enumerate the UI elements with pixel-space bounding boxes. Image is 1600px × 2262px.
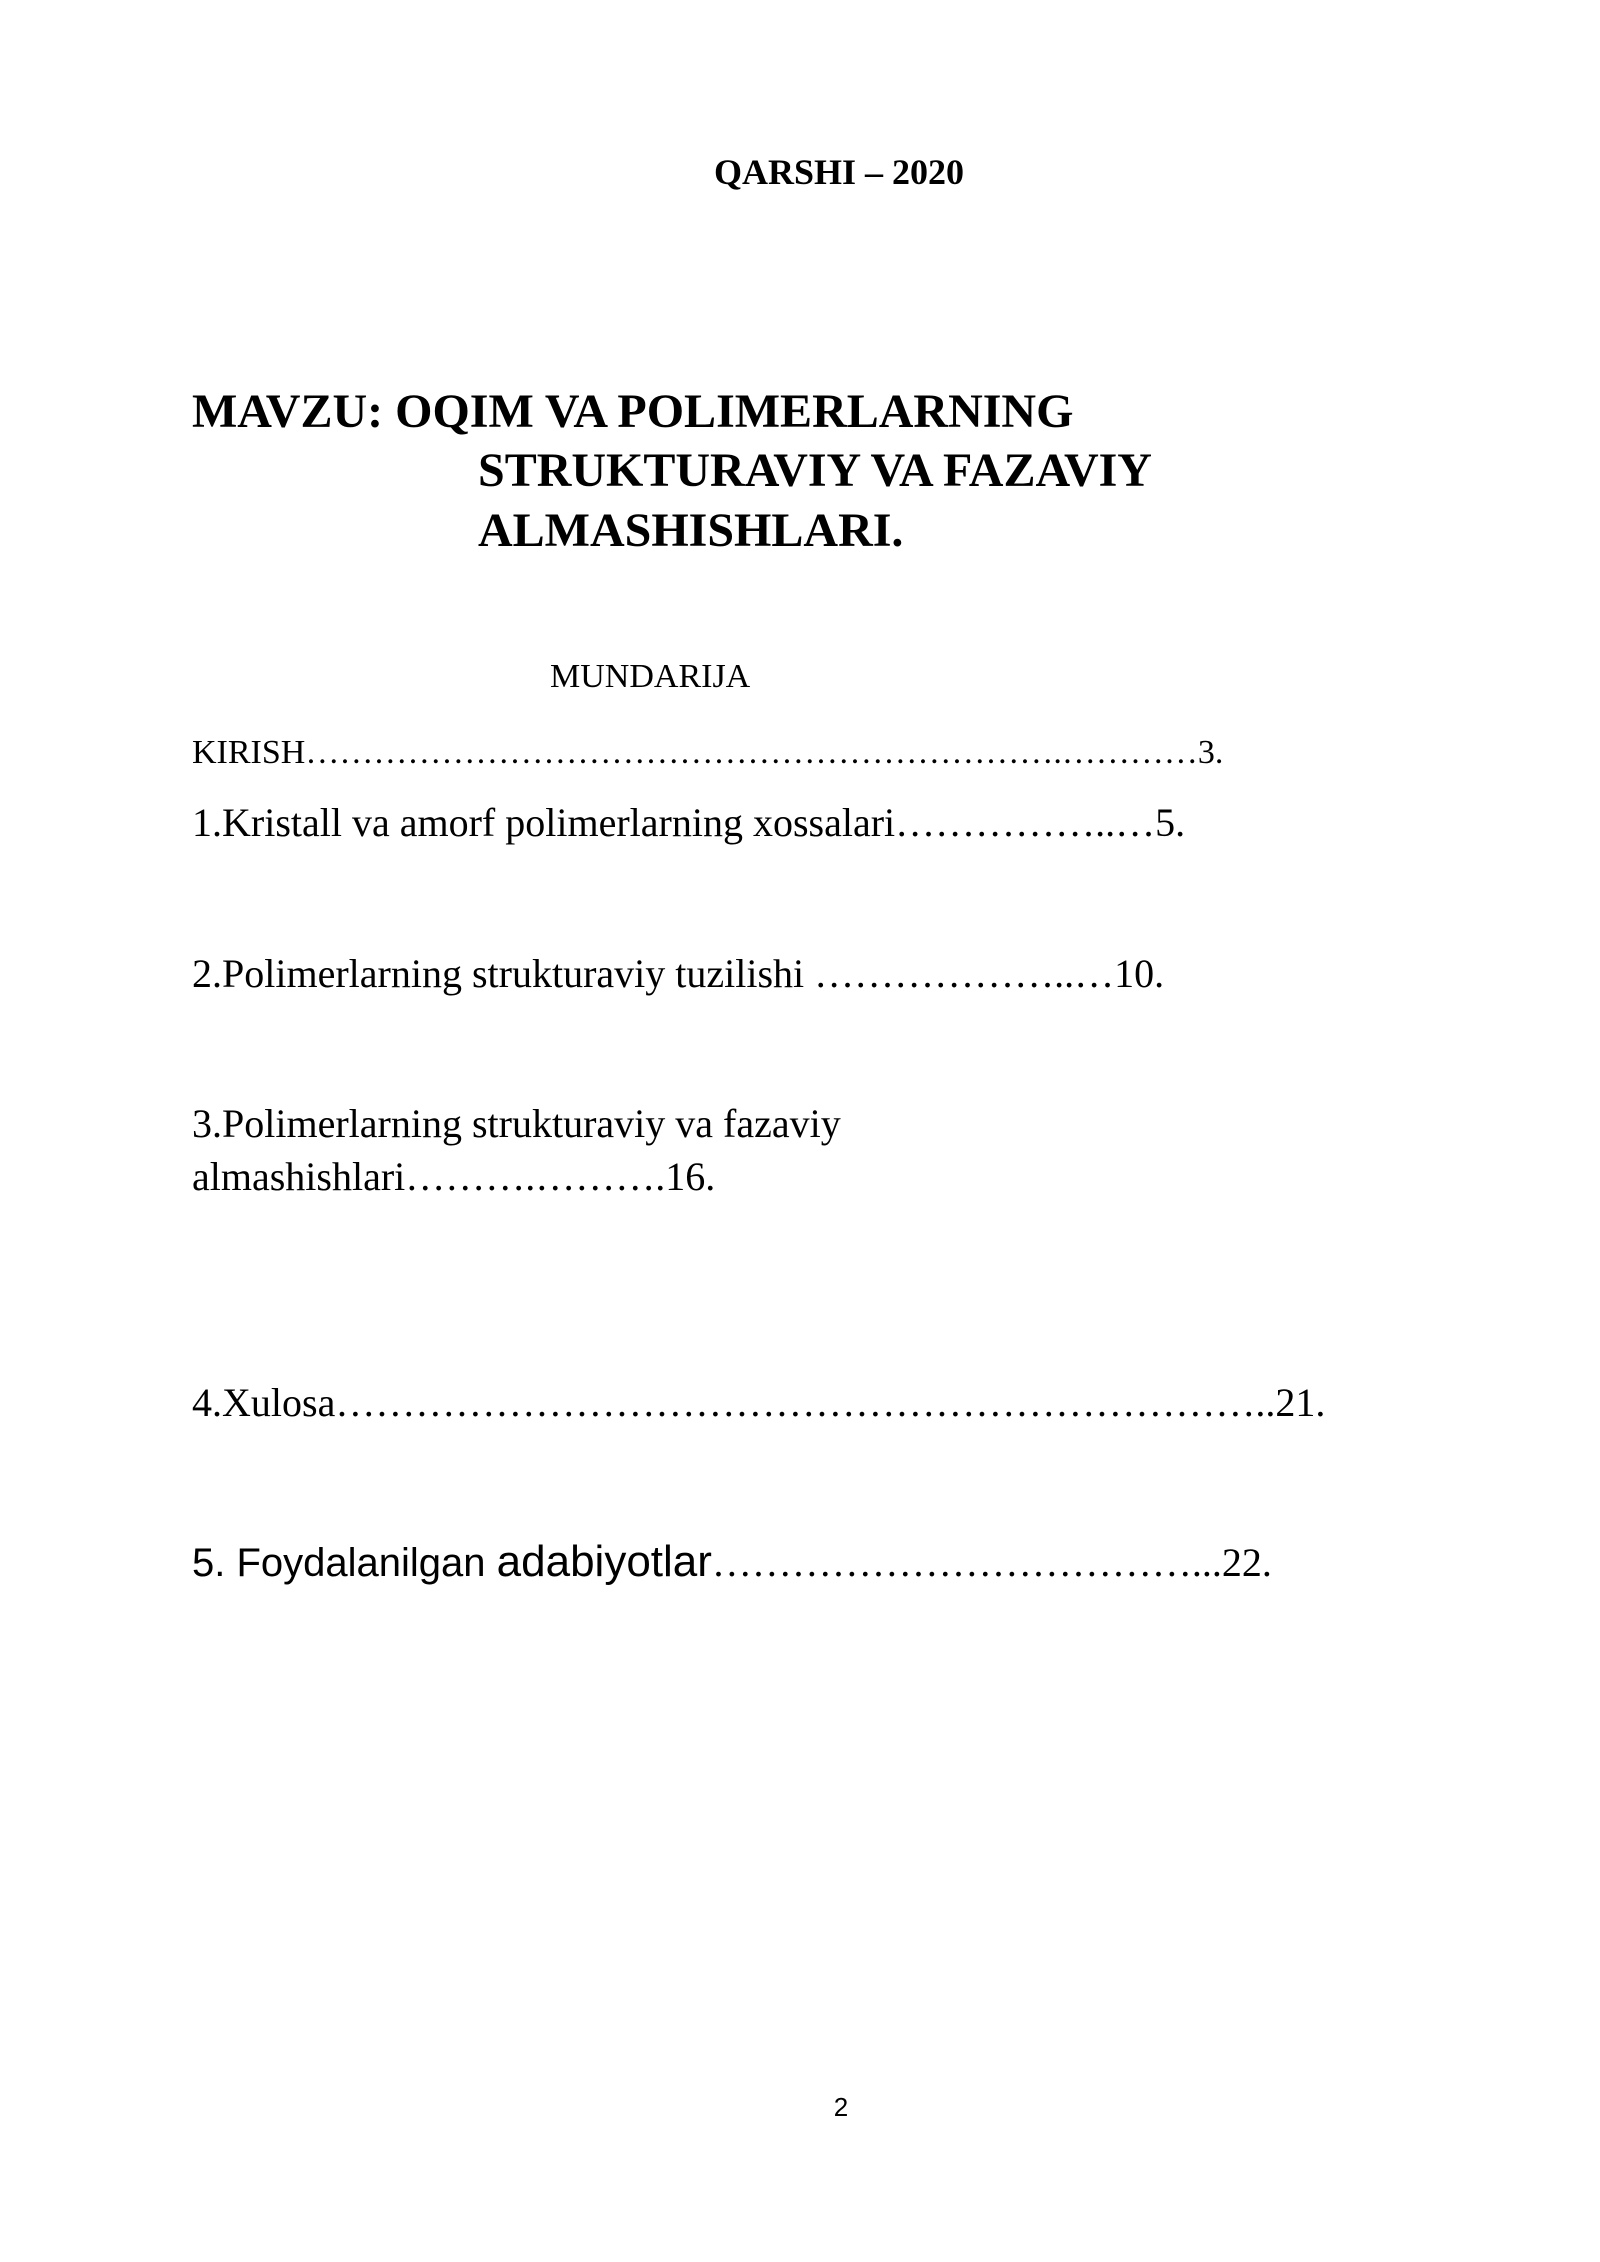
toc-entry-1: 1.Kristall va amorf polimerlarning xossalari……………..…5.	[192, 800, 1186, 845]
city-year: QARSHI – 2020	[713, 152, 965, 192]
page-number: 2	[833, 2092, 849, 2122]
toc-entry-4: 4.Xulosa……………………………………………………………..21.	[192, 1380, 1326, 1425]
toc-entry-5-highlight: adabiyotlar	[496, 1537, 712, 1586]
toc-entry-2: 2.Polimerlarning strukturaviy tuzilishi ………………..…10.	[192, 951, 1165, 996]
toc-entry-5-prefix: 5. Foydalanilgan	[192, 1541, 497, 1585]
toc-entry-5-suffix: ………………………………...22.	[711, 1540, 1272, 1585]
toc-heading: MUNDARIJA	[550, 658, 751, 695]
topic-title-line-2: STRUKTURAVIY VA FAZAVIY	[478, 444, 1152, 497]
toc-entry-5	[192, 1536, 1272, 1589]
topic-title-line-3: ALMASHISHLARI.	[478, 504, 904, 557]
toc-entry-3-line-1: 3.Polimerlarning strukturaviy va fazaviy	[192, 1101, 841, 1146]
topic-title-line-1: MAVZU: OQIM VA POLIMERLARNING	[192, 385, 1074, 438]
toc-entry-3-line-2: almashishlari……….……….16.	[192, 1154, 716, 1199]
toc-entry-introduction: KIRISH………………………………………………………….…………3.	[192, 734, 1224, 771]
